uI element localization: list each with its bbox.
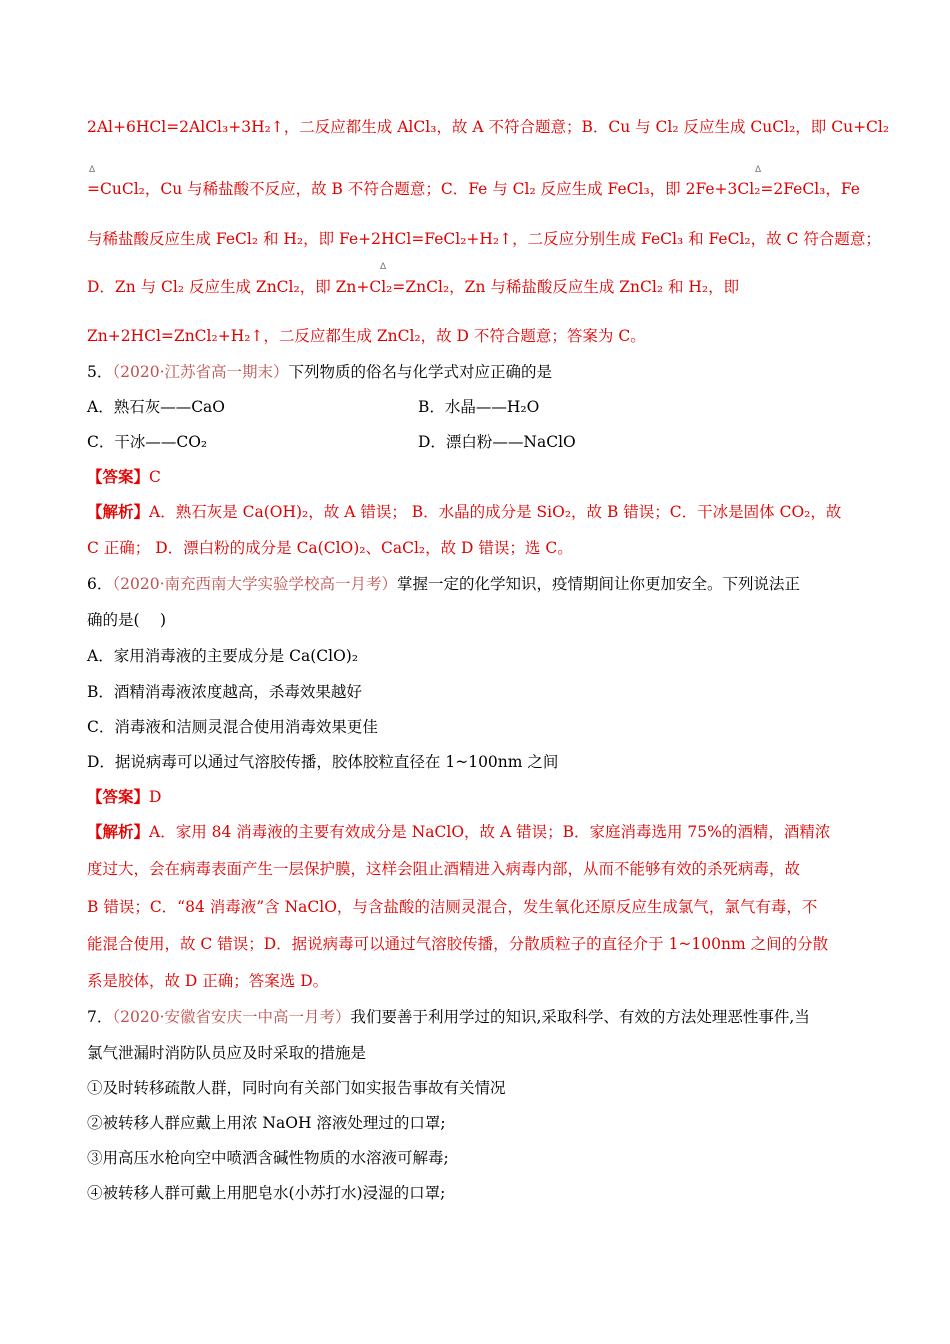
q6-analysis-line-2: 度过大，会在病毒表面产生一层保护膜，这样会阻止酒精进入病毒内部，从而不能够有效的杀死病毒，故 [87,860,801,878]
q7-item-1: ①及时转移疏散人群，同时向有关部门如实报告事故有关情况 [87,1079,506,1097]
analysis-label: 【解析】 [87,822,150,841]
q4-explanation-line-5: Zn+2HCl=ZnCl₂+H₂↑，二反应都生成 ZnCl₂，故 D 不符合题意；答案为 C。 [87,327,646,345]
q6-analysis-line-3: B 错误；C．“84 消毒液”含 NaClO，与含盐酸的洁厕灵混合，发生氧化还原反应生成氯气，氯气有毒，不 [87,898,818,916]
q6-stem-line-2: 确的是( ) [87,611,167,629]
q6-stem-line-1 [87,574,800,594]
question-source: （2020·安徽省安庆一中高一月考） [112,1008,351,1026]
q5-analysis-line-2: C 正确； D．漂白粉的成分是 Ca(ClO)₂、CaCl₂，故 D 错误；选 C。 [87,539,573,557]
q4-explanation-line-2: =CuCl₂，Cu 与稀盐酸不反应，故 B 不符合题意；C．Fe 与 Cl₂ 反应生成 FeCl₃，即 2Fe+3Cl₂=2FeCl₃，Fe [87,180,860,198]
answer-label: 【答案】 [87,787,150,806]
q6-option-a: A．家用消毒液的主要成分是 Ca(ClO)₂ [87,647,359,665]
q7-stem-line-1 [87,1007,810,1027]
question-source: （2020·江苏省高一期末） [112,363,289,381]
q7-item-2: ②被转移人群应戴上用浓 NaOH 溶液处理过的口罩; [87,1114,446,1132]
analysis-label: 【解析】 [87,502,150,521]
q7-stem-line-2: 氯气泄漏时消防队员应及时采取的措施是 [87,1044,367,1062]
q5-stem [87,362,552,382]
q6-option-d: D．据说病毒可以通过气溶胶传播，胶体胶粒直径在 1~100nm 之间 [87,753,559,771]
question-source: （2020·南充西南大学实验学校高一月考） [112,575,397,593]
delta-symbol: Δ [89,165,96,175]
q4-explanation-line-1: 2Al+6HCl=2AlCl₃+3H₂↑，二反应都生成 AlCl₃，故 A 不符合题意；B．Cu 与 Cl₂ 反应生成 CuCl₂，即 Cu+Cl₂ [87,118,890,136]
q6-analysis-line-5: 系是胶体，故 D 正确；答案选 D。 [87,972,329,990]
q6-option-b: B．酒精消毒液浓度越高，杀毒效果越好 [87,683,362,701]
question-number: 5． [87,363,113,381]
question-number: 7． [87,1008,113,1026]
answer-value: C [149,468,161,486]
question-number: 6． [87,575,113,593]
q5-answer [87,467,161,487]
delta-symbol: Δ [755,165,762,175]
q6-option-c: C．消毒液和洁厕灵混合使用消毒效果更佳 [87,718,378,736]
q5-analysis-line-1 [87,502,841,522]
analysis-text: A．家用 84 消毒液的主要有效成分是 NaClO，故 A 错误；B．家庭消毒选用 75%的酒精，酒精浓 [149,823,831,841]
analysis-text: A．熟石灰是 Ca(OH)₂，故 A 错误； B．水晶的成分是 SiO₂，故 B 错误；C．干冰是固体 CO₂，故 [149,503,842,521]
question-text: 下列物质的俗名与化学式对应正确的是 [288,363,553,381]
delta-symbol: Δ [380,262,387,272]
q6-analysis-line-4: 能混合使用，故 C 错误；D．据说病毒可以通过气溶胶传播，分散质粒子的直径介于 1~100nm 之间的分散 [87,935,829,953]
q6-answer [87,787,161,807]
q7-item-4: ④被转移人群可戴上用肥皂水(小苏打水)浸湿的口罩; [87,1184,446,1202]
answer-value: D [149,788,162,806]
q5-option-b: B．水晶——H₂O [418,398,540,416]
q4-explanation-line-4: D．Zn 与 Cl₂ 反应生成 ZnCl₂，即 Zn+Cl₂=ZnCl₂，Zn 与稀盐酸反应生成 ZnCl₂ 和 H₂，即 [87,278,740,296]
answer-label: 【答案】 [87,467,150,486]
q5-option-c: C．干冰——CO₂ [87,433,208,451]
q4-explanation-line-3: 与稀盐酸反应生成 FeCl₂ 和 H₂，即 Fe+2HCl=FeCl₂+H₂↑，二反应分别生成 FeCl₃ 和 FeCl₂，故 C 符合题意； [87,230,881,248]
question-text: 掌握一定的化学知识，疫情期间让你更加安全。下列说法正 [397,575,801,593]
question-text: 我们要善于利用学过的知识,采取科学、有效的方法处理恶性事件,当 [350,1008,810,1026]
q6-analysis-line-1 [87,822,830,842]
q7-item-3: ③用高压水枪向空中喷洒含碱性物质的水溶液可解毒; [87,1149,449,1167]
q5-option-d: D．漂白粉——NaClO [418,433,576,451]
q5-option-a: A．熟石灰——CaO [87,398,226,416]
